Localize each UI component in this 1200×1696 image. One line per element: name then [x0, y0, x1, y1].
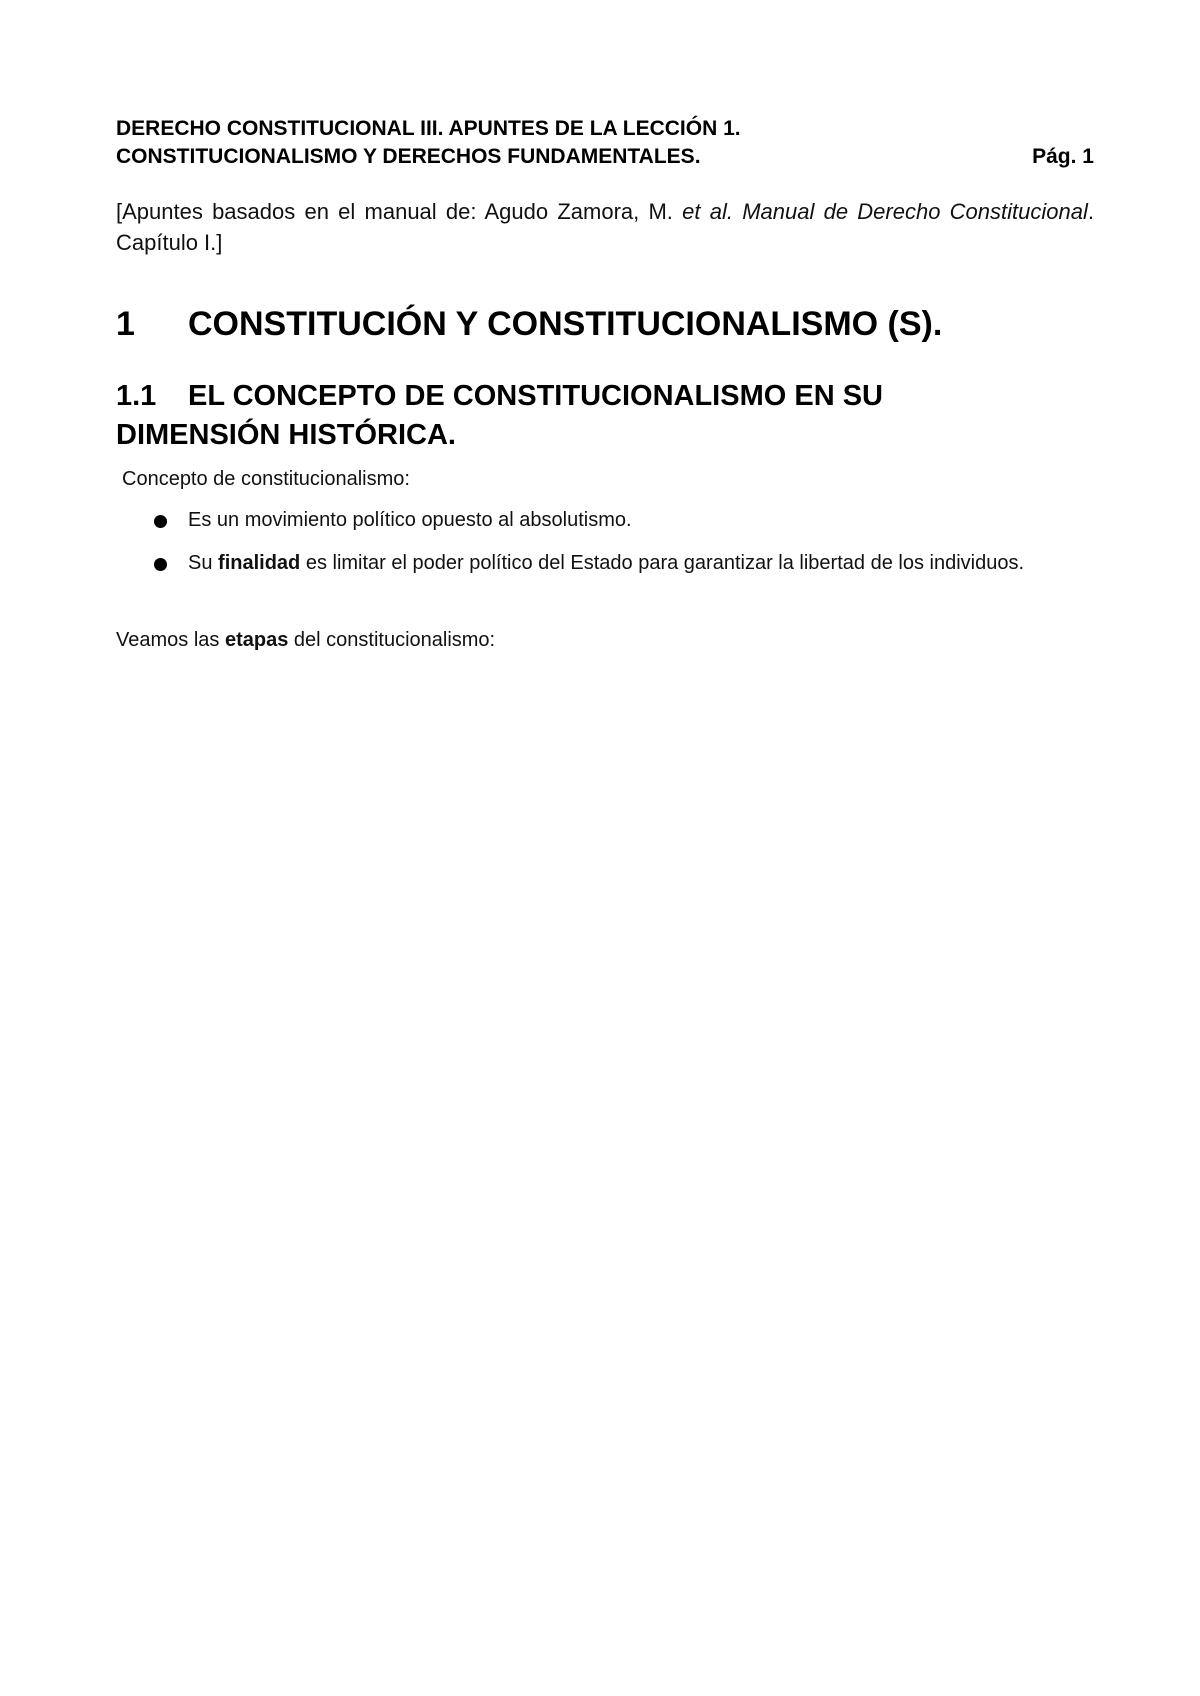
header-title-line-2: CONSTITUCIONALISMO Y DERECHOS FUNDAMENTALES.: [116, 145, 701, 168]
source-note-etal: et al.: [682, 199, 733, 224]
source-note-prefix: [Apuntes basados en el manual de: Agudo Zamora, M.: [116, 199, 673, 224]
bullet-icon: [154, 515, 167, 528]
bullet-list: [116, 505, 1094, 591]
heading-1: [116, 302, 1094, 346]
heading-1-1-text: EL CONCEPTO DE CONSTITUCIONALISMO EN SU DIMENSIÓN HISTÓRICA.: [116, 380, 883, 451]
bullet-bold-term: finalidad: [218, 552, 301, 574]
closing-text-after: del constitucionalismo:: [293, 629, 496, 651]
source-note: [116, 196, 1094, 258]
closing-paragraph: [116, 625, 495, 655]
bullet-text: Es un movimiento político opuesto al absolutismo.: [188, 509, 632, 531]
heading-1-1-number: 1.1: [116, 380, 157, 412]
header-title-line-1: DERECHO CONSTITUCIONAL III. APUNTES DE LA LECCIÓN 1.: [116, 117, 741, 140]
source-note-book-title: Manual de Derecho Constitucional: [742, 199, 1088, 224]
source-note-suffix: . Capítulo I.]: [116, 199, 1094, 255]
concept-label: Concepto de constitucionalismo:: [122, 468, 410, 490]
page-number: Pág. 1: [1032, 145, 1094, 168]
heading-1-text: CONSTITUCIÓN Y CONSTITUCIONALISMO (S).: [188, 305, 943, 343]
closing-bold-term: etapas: [224, 629, 289, 651]
bullet-icon: [154, 558, 167, 571]
page-header: [116, 115, 1094, 171]
list-item: [116, 505, 1094, 535]
heading-1-1: [116, 377, 1016, 455]
bullet-text-before: Su: [188, 552, 213, 574]
closing-text-before: Veamos las: [116, 629, 220, 651]
heading-1-number: 1: [116, 305, 135, 343]
list-item: [116, 548, 1094, 578]
bullet-text-after: es limitar el poder político del Estado para garantizar la libertad de los individuos.: [305, 552, 1025, 574]
